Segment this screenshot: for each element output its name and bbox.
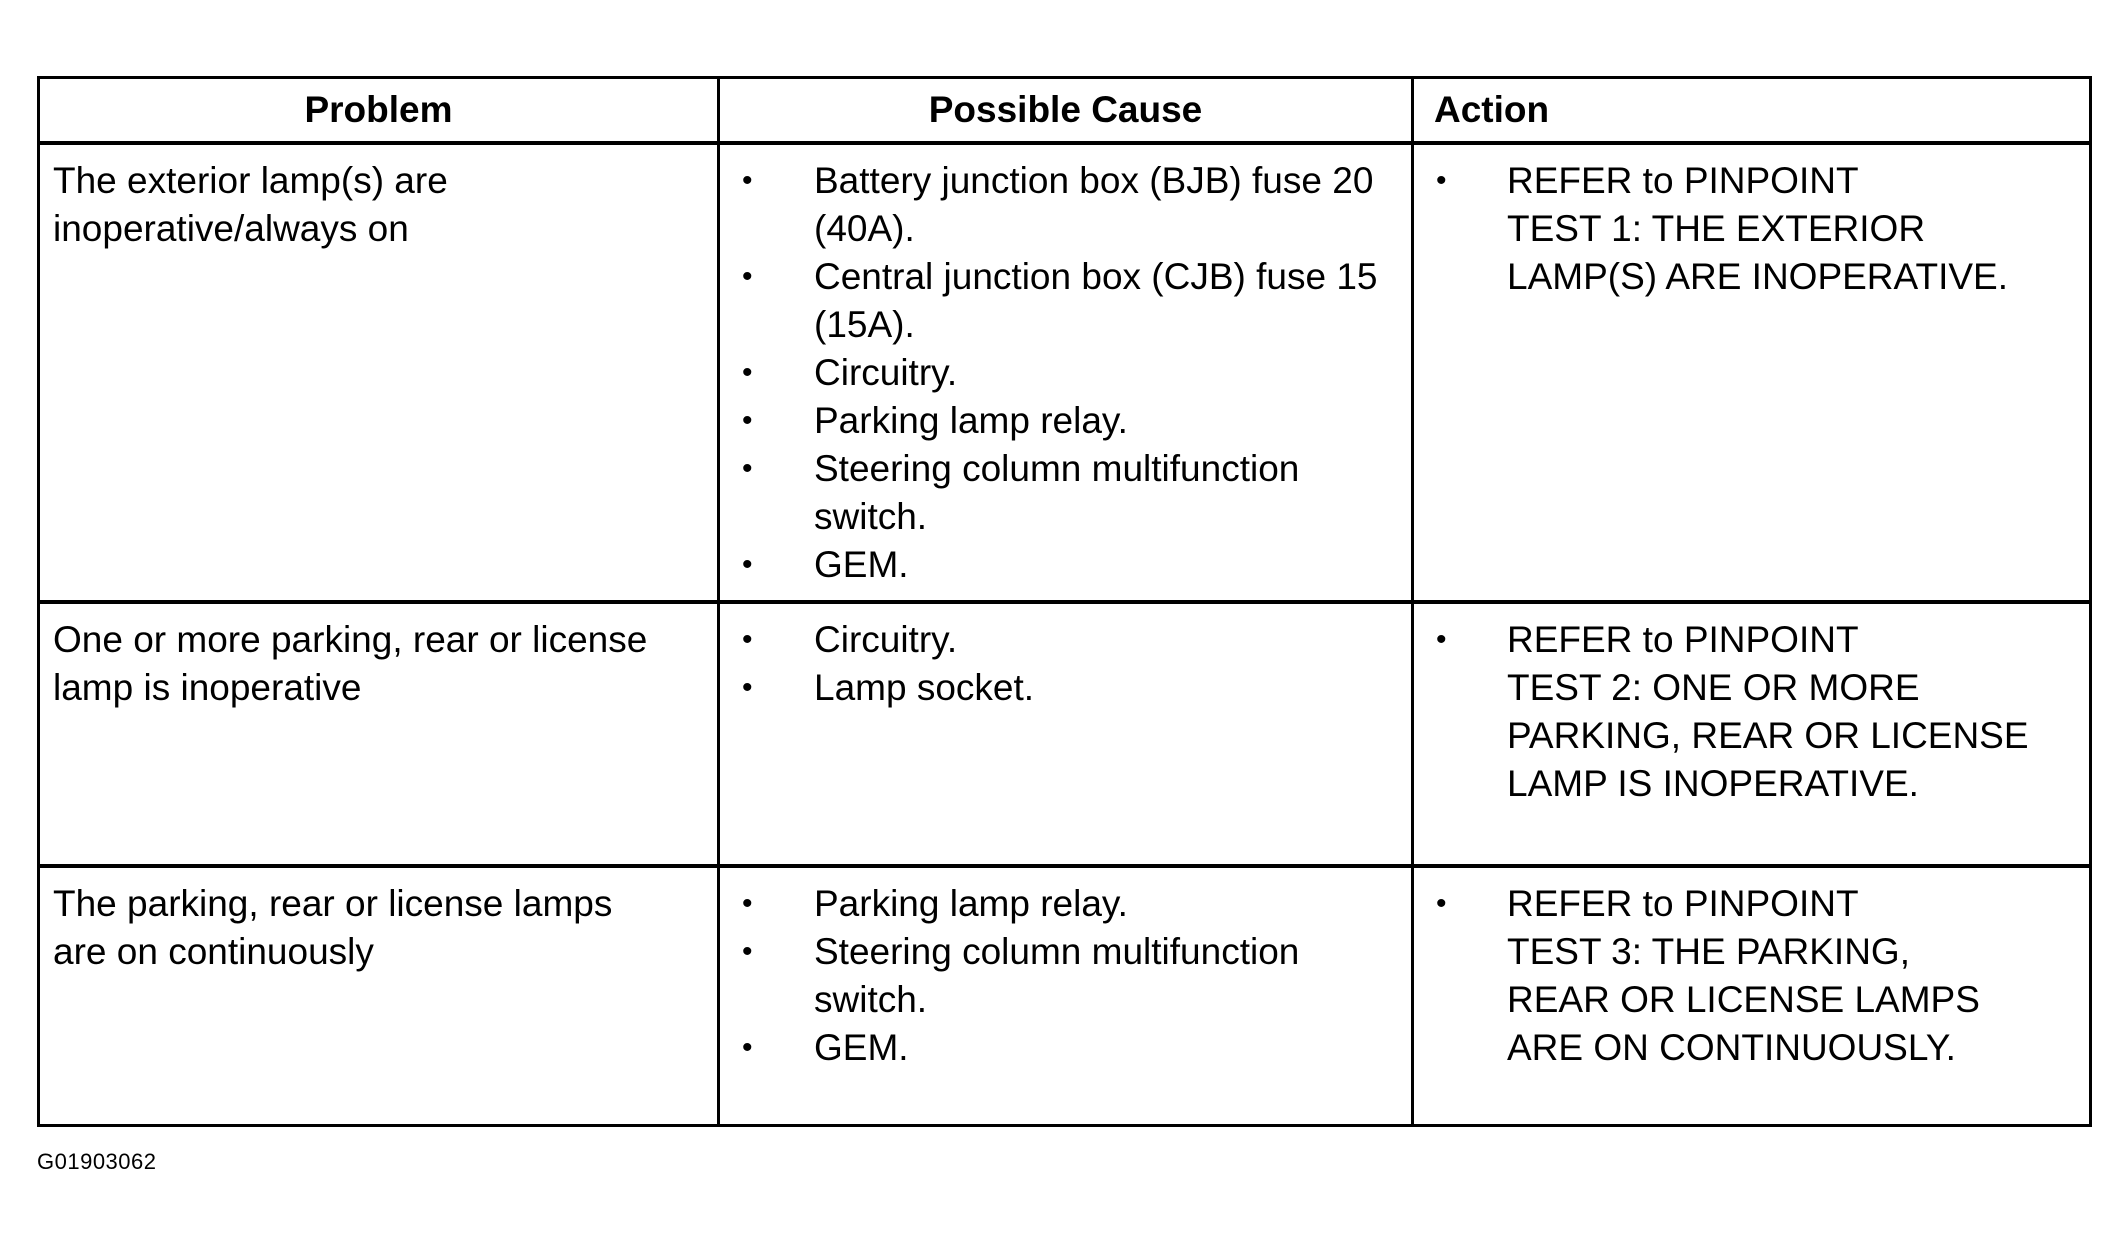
problem-cell [39, 866, 719, 1126]
action-item [1414, 880, 2079, 1072]
bullet-icon: • [1436, 623, 1447, 656]
cause-list [720, 868, 1411, 1072]
table-row [39, 143, 2091, 602]
bullet-icon: • [742, 356, 753, 389]
bullet-icon: • [742, 164, 753, 197]
cause-item [720, 664, 1401, 712]
cause-list [720, 604, 1411, 712]
cause-item [720, 928, 1401, 1024]
action-item [1414, 157, 2079, 301]
problem-text: The parking, rear or license lamps are on continuously [53, 883, 613, 972]
cause-item [720, 157, 1401, 253]
bullet-icon: • [742, 623, 753, 656]
bullet-icon: • [742, 887, 753, 920]
cause-text: Central junction box (CJB) fuse 15 (15A). [814, 256, 1378, 345]
bullet-icon: • [1436, 164, 1447, 197]
action-text: REFER to PINPOINT TEST 2: ONE OR MORE PARKING, REAR OR LICENSE LAMP IS INOPERATIVE. [1507, 619, 2029, 804]
problem-cell [39, 602, 719, 866]
problem-text: One or more parking, rear or license lamp is inoperative [53, 619, 648, 708]
bullet-icon: • [742, 671, 753, 704]
problem-text: The exterior lamp(s) are inoperative/always on [53, 160, 448, 249]
cause-item [720, 445, 1401, 541]
cause-item [720, 349, 1401, 397]
problem-header: Problem [39, 78, 719, 144]
possible-cause-cell [719, 602, 1413, 866]
cause-item [720, 397, 1401, 445]
problem-cell [39, 143, 719, 602]
table-row [39, 866, 2091, 1126]
possible-cause-header: Possible Cause [719, 78, 1413, 144]
symptom-chart-table [37, 76, 2092, 1127]
cause-text: Parking lamp relay. [814, 883, 1128, 924]
bullet-icon: • [1436, 887, 1447, 920]
cause-text: Battery junction box (BJB) fuse 20 (40A). [814, 160, 1374, 249]
cause-text: Lamp socket. [814, 667, 1035, 708]
action-cell [1413, 143, 2091, 602]
bullet-icon: • [742, 260, 753, 293]
header-row [39, 78, 2091, 144]
cause-text: Parking lamp relay. [814, 400, 1128, 441]
possible-cause-cell [719, 866, 1413, 1126]
cause-text: Circuitry. [814, 619, 958, 660]
action-list [1414, 604, 2089, 808]
action-list [1414, 868, 2089, 1072]
action-cell [1413, 866, 2091, 1126]
cause-item [720, 541, 1401, 589]
cause-text: Steering column multifunction switch. [814, 931, 1300, 1020]
bullet-icon: • [742, 452, 753, 485]
bullet-icon: • [742, 548, 753, 581]
cause-item [720, 1024, 1401, 1072]
cause-text: Circuitry. [814, 352, 958, 393]
bullet-icon: • [742, 935, 753, 968]
figure-code: G01903062 [37, 1149, 157, 1174]
cause-list [720, 145, 1411, 589]
cause-item [720, 616, 1401, 664]
action-list [1414, 145, 2089, 301]
cause-text: Steering column multifunction switch. [814, 448, 1300, 537]
bullet-icon: • [742, 1031, 753, 1064]
bullet-icon: • [742, 404, 753, 437]
cause-item [720, 253, 1401, 349]
cause-text: GEM. [814, 1027, 909, 1068]
action-header: Action [1413, 78, 2091, 144]
cause-text: GEM. [814, 544, 909, 585]
action-text: REFER to PINPOINT TEST 1: THE EXTERIOR LAMP(S) ARE INOPERATIVE. [1507, 160, 2008, 297]
table-row [39, 602, 2091, 866]
action-item [1414, 616, 2079, 808]
possible-cause-cell [719, 143, 1413, 602]
action-text: REFER to PINPOINT TEST 3: THE PARKING, REAR OR LICENSE LAMPS ARE ON CONTINUOUSLY. [1507, 883, 1980, 1068]
action-cell [1413, 602, 2091, 866]
cause-item [720, 880, 1401, 928]
